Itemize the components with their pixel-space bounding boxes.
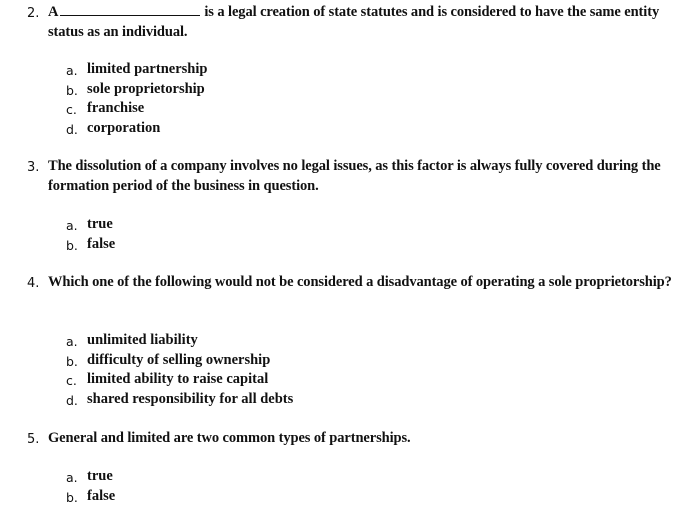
choice-text: shared responsibility for all debts xyxy=(87,390,294,407)
choice-a[interactable] xyxy=(0,60,693,80)
choice-text: limited partnership xyxy=(87,61,208,77)
question-number: 4. xyxy=(27,276,40,291)
choice-c[interactable] xyxy=(0,370,693,390)
choice-c[interactable] xyxy=(0,99,693,119)
question-prefix: A xyxy=(48,4,59,20)
question-text xyxy=(48,3,678,42)
question-text: Which one of the following would not be considered a disadvantage of operating a sole proprietorship? xyxy=(48,274,672,290)
choice-letter: b. xyxy=(66,237,78,253)
choice-list xyxy=(0,215,693,254)
question-suffix: is a legal creation of state statutes and is considered to have the same entity status as an individual. xyxy=(48,4,660,40)
choice-letter: b. xyxy=(66,82,78,98)
choice-text: limited ability to raise capital xyxy=(87,371,269,387)
choice-list xyxy=(0,467,693,506)
choice-text: false xyxy=(87,235,116,252)
choice-b[interactable] xyxy=(0,487,693,507)
choice-b[interactable] xyxy=(0,235,693,255)
question-text: The dissolution of a company involves no legal issues, as this factor is always fully covered during the formation period of the business in question. xyxy=(48,158,661,194)
choice-letter: a. xyxy=(66,63,78,78)
question-number: 3. xyxy=(27,160,40,175)
choice-d[interactable] xyxy=(0,119,693,139)
choice-text: true xyxy=(87,216,113,232)
choice-text: false xyxy=(87,487,116,504)
choice-text: unlimited liability xyxy=(87,332,198,348)
choice-a[interactable] xyxy=(0,215,693,235)
choice-letter: c. xyxy=(66,102,77,117)
choice-letter: b. xyxy=(66,489,78,505)
choice-text: sole proprietorship xyxy=(87,80,205,97)
choice-letter: d. xyxy=(66,121,78,137)
choice-text: corporation xyxy=(87,119,161,136)
answer-blank xyxy=(60,14,200,16)
choice-letter: d. xyxy=(66,392,78,408)
choice-b[interactable] xyxy=(0,80,693,100)
choice-text: difficulty of selling ownership xyxy=(87,351,271,368)
question-text: General and limited are two common types of partnerships. xyxy=(48,430,411,446)
choice-a[interactable] xyxy=(0,467,693,487)
choice-a[interactable] xyxy=(0,331,693,351)
choice-list xyxy=(0,60,693,138)
choice-d[interactable] xyxy=(0,390,693,410)
choice-letter: b. xyxy=(66,353,78,369)
choice-letter: a. xyxy=(66,334,78,349)
choice-letter: a. xyxy=(66,470,78,485)
choice-b[interactable] xyxy=(0,351,693,371)
question-number: 5. xyxy=(27,432,40,447)
question-number: 2. xyxy=(27,6,40,21)
choice-text: franchise xyxy=(87,100,145,116)
choice-letter: a. xyxy=(66,218,78,233)
choice-text: true xyxy=(87,468,113,484)
choice-list xyxy=(0,331,693,409)
choice-letter: c. xyxy=(66,373,77,388)
